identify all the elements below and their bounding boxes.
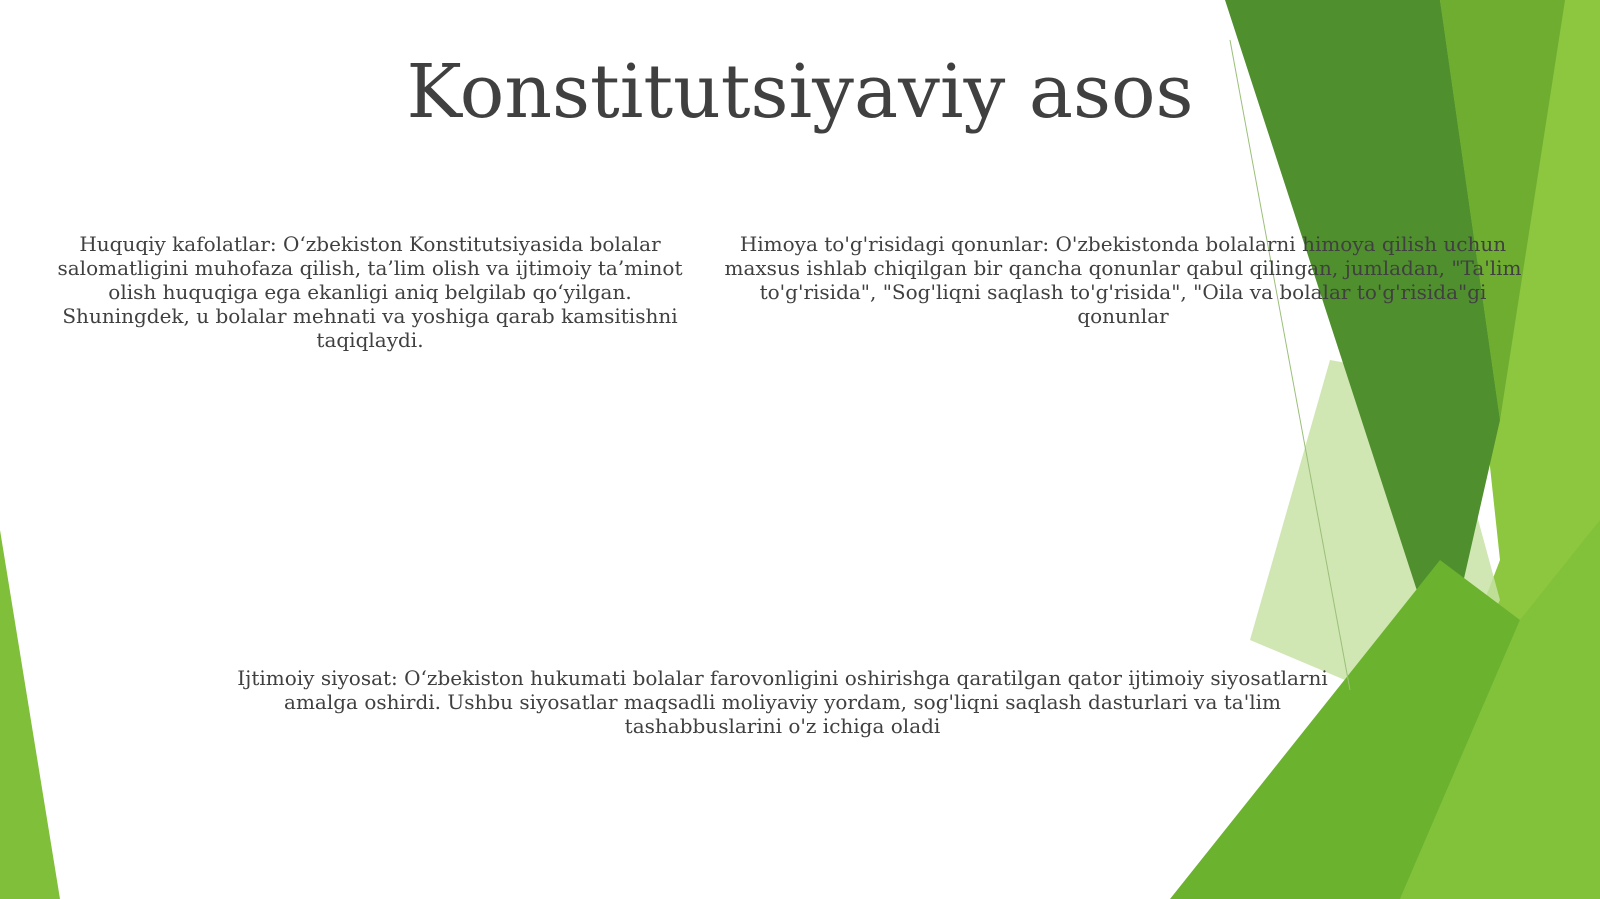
paragraph-protection-laws: Himoya to'g'risidagi qonunlar: O'zbekistonda bolalarni himoya qilish uchun maxsus ishlab chiqilgan bir qancha qonunlar qabul qilingan, jumladan, "Ta'lim to'g'risida", "Sog'liqni saqlash to'g'risida", "Oila va bolalar to'g'risida"gi qonunlar: [724, 232, 1522, 328]
paragraph-social-policy: Ijtimoiy siyosat: O‘zbekiston hukumati bolalar farovonligini oshirishga qaratilgan qator ijtimoiy siyosatlarni amalga oshirdi. Ushbu siyosatlar maqsadli moliyaviy yordam, sog'liqni saqlash dasturlari va ta'lim tashabbuslarini o'z ichiga oladi: [237, 666, 1328, 738]
paragraph-legal-guarantees: Huquqiy kafolatlar: O‘zbekiston Konstitutsiyasida bolalar salomatligini muhofaza qilish, ta’lim olish va ijtimoiy ta’minot olish huquqiga ega ekanligi aniq belgilab qo‘yilgan. Shuningdek, u bolalar mehnati va yoshiga qarab kamsitishni taqiqlaydi.: [57, 232, 683, 352]
slide-title: Konstitutsiyaviy asos: [406, 49, 1194, 135]
left-green-shape: [0, 530, 60, 899]
